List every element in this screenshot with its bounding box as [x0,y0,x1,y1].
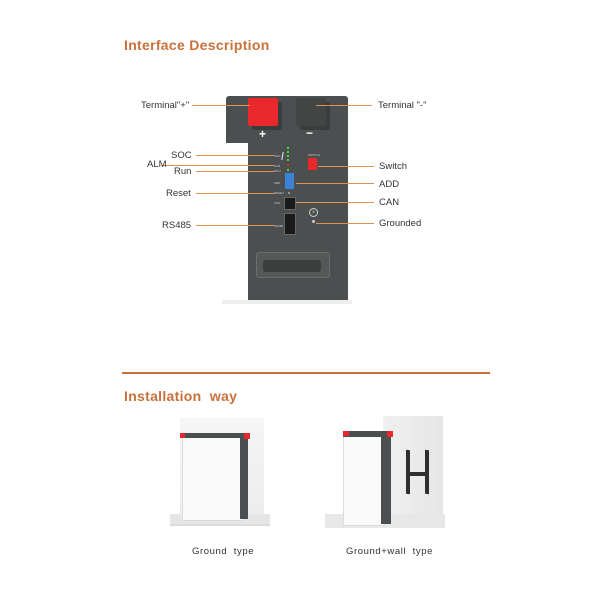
callout-line [296,183,374,184]
ground-wall-type-illustration [325,414,445,532]
callout-add: ADD [379,179,400,190]
battery-side [240,437,248,519]
section-title-installation: Installation way [124,388,238,404]
switch-small-label: SWITCH [308,153,320,157]
callout-grounded: Grounded [379,218,422,229]
callout-switch: Switch [379,161,407,172]
caption-ground-type: Ground type [192,546,255,557]
terminal-red [180,433,185,438]
soc-led [287,151,289,153]
small-label-run: RUN [274,169,281,173]
alm-led [287,164,289,166]
callout-line [296,202,374,203]
device-panel-illustration [222,94,352,306]
terminal-red [343,431,349,436]
callout-line [316,223,374,224]
soc-led [287,159,289,161]
callout-soc: SOC [171,150,192,161]
terminal-red [387,431,393,437]
small-label-rs485: RS485 [274,224,284,228]
terminal-plus [248,98,278,126]
can-port [284,197,296,210]
callout-terminal-minus: Terminal "-" [378,100,427,111]
rs485-port [284,213,296,235]
small-label-soc: SOC [274,154,281,158]
small-label-can: CAN [274,201,281,205]
callout-rs485: RS485 [162,220,192,231]
battery-side [381,436,391,524]
ground-type-illustration [168,418,276,530]
power-switch [308,158,317,170]
terminal-red [244,433,250,439]
callout-alm: ALM [147,159,167,170]
small-label-add: ADD [274,181,281,185]
terminal-minus [296,98,326,126]
battery-top [180,433,250,438]
callout-line [196,155,274,156]
section-divider [122,372,490,374]
handle-recess [256,252,330,278]
callout-line [318,166,374,167]
callout-line [192,105,250,106]
device-side-face [226,143,248,304]
plus-sign: + [259,127,267,141]
minus-sign: − [306,126,314,140]
ground-symbol-icon: ⏚ [310,209,316,215]
ground-screw [312,220,315,223]
callout-line [196,225,274,226]
shadow [222,300,352,304]
battery-front [182,437,244,521]
reset-button [288,192,290,194]
callout-line [196,171,274,172]
battery-front [343,436,385,526]
small-label-reset: RESET [274,191,285,195]
callout-line [316,105,372,106]
callout-run: Run [174,166,192,177]
callout-reset: Reset [166,188,191,199]
soc-led [287,147,289,149]
caption-ground-wall-type: Ground+wall type [346,546,434,557]
callout-terminal-plus: Terminal"+" [141,100,190,111]
callout-can: CAN [379,197,400,208]
handle-grip [263,260,321,272]
run-led [287,169,289,171]
section-title-interface: Interface Description [124,37,270,53]
callout-line [196,193,274,194]
small-label-alm: ALM [274,164,281,168]
add-dip-switch [285,173,294,189]
soc-led [287,155,289,157]
wall-bracket-bar [408,472,428,476]
battery-top [343,431,393,437]
